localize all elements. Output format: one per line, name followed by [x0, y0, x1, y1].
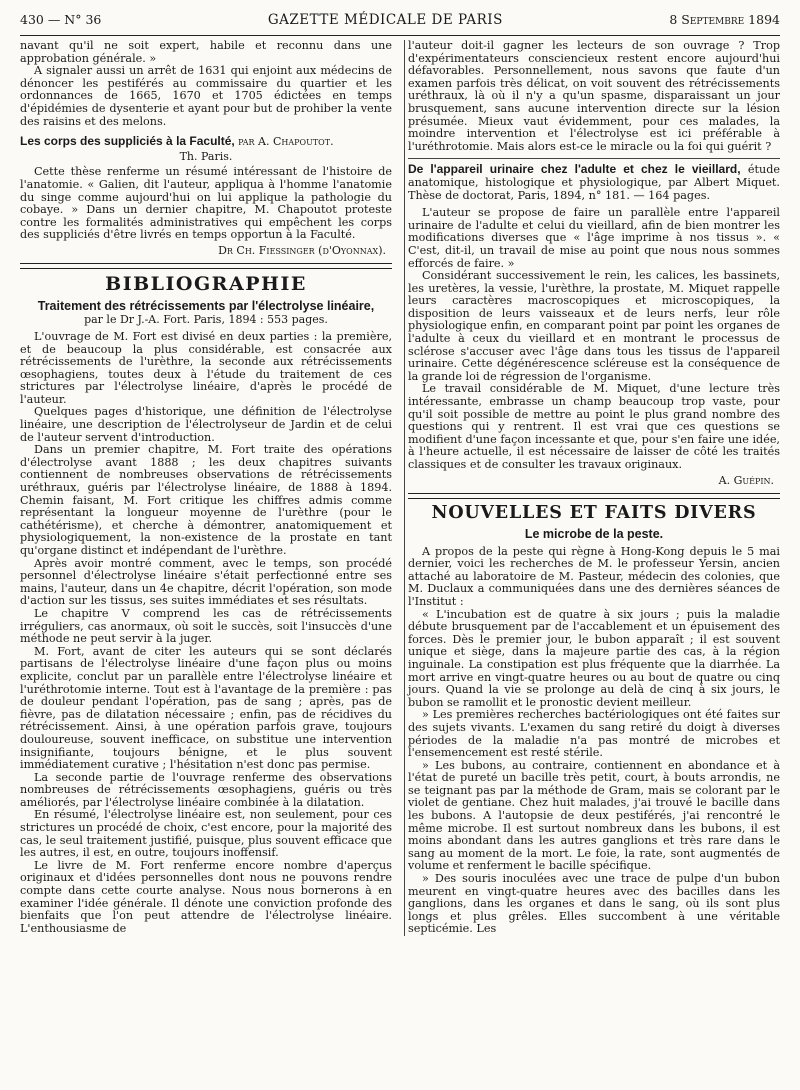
- paragraph: L'auteur se propose de faire un parallèle entre l'appareil urinaire de l'adulte et celui du vieillard, afin de bien montrer les modifications diverses que « l'âge imprime à nos tissus ». « C'est, dit-il, un travail de mise au point que nous nous sommes efforcés de faire. »: [408, 206, 780, 270]
- paragraph: l'auteur doit-il gagner les lecteurs de son ouvrage ? Trop d'expérimentateurs consciencieux restent encore aujourd'hui défavorables. Personnellement, nous savons que faute d'un examen parfois très délicat, on voit souvent des rétrécissements uréthraux, là où il n'y a qu'un spasme, disparaissant un jour brusquement, sans aucune intervention directe sur la lésion présumée. Mieux vaut évidemment, pour ces malades, la moindre intervention et l'électrolyse est ici préférable à l'uréthrotomie. Mais alors est-ce le miracle ou la foi qui guérit ?: [408, 39, 780, 153]
- review-description: étude anatomique, histologique et physiologique, par Albert Miquet. Thèse de doctorat, Paris, 1894, n° 181. — 164 pages.: [408, 163, 781, 202]
- paragraph: La seconde partie de l'ouvrage renferme des observations nombreuses de rétrécissements œsophagiens, guéris ou très améliorés, par l'électrolyse linéaire combinée à la dilatation.: [20, 770, 392, 809]
- paragraph: » Les premières recherches bactériologiques ont été faites sur des sujets vivants. L'examen du sang retiré du doigt à diverses périodes de la maladie n'a pas montré de microbes et l'ensemencement est resté stérile.: [408, 708, 780, 760]
- paragraph: M. Fort, avant de citer les auteurs qui se sont déclarés partisans de l'électrolyse linéaire d'une façon plus ou moins explicite, conclut par un parallèle entre l'électrolyse linéaire et l'uréthrotomie interne. Tout est à l'avantage de la première : pas de douleur pendant l'opération, pas de sang ; après, pas de fièvre, pas de dilatation nécessaire ; enfin, pas de récidives du rétrécissement. Ainsi, à une opération parfois grave, toujours douloureuse, souvent inefficace, on substitue une intervention insignifiante, toujours bénigne, et le plus souvent immédiatement curative ; l'hésitation n'est donc pas permise.: [20, 644, 392, 772]
- issue-date: 8 Septembre 1894: [669, 12, 780, 27]
- paragraph: Quelques pages d'historique, une définition de l'électrolyse linéaire, une description de l'électrolyseur de Jardin et de celui de l'auteur servent d'introduction.: [20, 405, 392, 444]
- section-heading-nouvelles: NOUVELLES ET FAITS DIVERS: [431, 502, 757, 523]
- paragraph: En résumé, l'électrolyse linéaire est, non seulement, pour ces strictures un procédé de choix, c'est encore, pour la majorité des cas, le seul traitement justifié, puisque, plus souvent efficace que les autres, il est, en outre, toujours inoffensif.: [20, 808, 392, 860]
- news-subheading: Le microbe de la peste.: [524, 526, 664, 541]
- review-rule: [408, 158, 780, 159]
- review-heading-appareil: [408, 163, 780, 202]
- page-header: [20, 12, 780, 36]
- paragraph: « L'incubation est de quatre à six jours ; puis la maladie débute brusquement par de l'accablement et un épuisement des forces. Dès le premier jour, le bubon apparaît ; il est souvent unique et siège, dans la majeure partie des cas, à la région inguinale. La constipation est plus fréquente que la diarrhée. La mort arrive en vingt-quatre heures ou au bout de quatre ou cinq jours. Quand la vie se prolonge au delà de cinq à six jours, le bubon se ramollit et le pronostic devient meilleur.: [408, 607, 780, 709]
- paragraph: L'ouvrage de M. Fort est divisé en deux parties : la première, et de beaucoup la plus considérable, est consacrée aux rétrécissements de l'urèthre, la seconde aux rétrécissements œsophagiens, toutes deux à l'étude du traitement de ces strictures par l'électrolyse linéaire, d'après le procédé de l'auteur.: [20, 329, 392, 406]
- left-column: [20, 40, 392, 936]
- paragraph: Après avoir montré comment, avec le temps, son procédé personnel d'électrolyse linéaire s'était perfectionné entre ses mains, l'auteur, dans un 4e chapitre, décrit l'opération, son mode d'action sur les tissus, ses suites immédiates et ses résultats.: [20, 556, 392, 608]
- book-title: Traitement des rétrécissements par l'électrolyse linéaire,: [37, 298, 375, 313]
- review-place: Th. Paris.: [179, 149, 233, 163]
- review-title: De l'appareil urinaire chez l'adulte et chez le vieillard,: [408, 162, 741, 177]
- right-column: [408, 40, 780, 936]
- paragraph: Cette thèse renferme un résumé intéressant de l'histoire de l'anatomie. « Galien, dit l'auteur, appliqua à l'homme l'anatomie du singe comme aujourd'hui on lui applique la pathologie du cobaye. » Dans un dernier chapitre, M. Chapoutot proteste contre les formalités administratives qui empêchent les corps des suppliciés d'être livrés en temps opportun à la Faculté.: [20, 165, 392, 242]
- paragraph: » Des souris inoculées avec une trace de pulpe d'un bubon meurent en vingt-quatre heures avec des bacilles dans les ganglions, dans les organes et dans le sang, où ils sont plus longs et plus grêles. Elles succombent à une véritable septicémie. Les: [408, 872, 780, 936]
- columns: [20, 40, 780, 936]
- section-heading-bibliographie: BIBLIOGRAPHIE: [105, 272, 307, 295]
- review-title: Les corps des suppliciés à la Faculté,: [20, 134, 235, 149]
- review-heading-corps: [20, 134, 392, 149]
- paragraph: Dans un premier chapitre, M. Fort traite des opérations d'électrolyse avant 1888 ; les deux chapitres suivants contiennent de nombreuses observations de rétrécissements uréthraux, guéris par l'électrolyse linéaire, de 1888 à 1894. Chemin faisant, M. Fort critique les chiffres admis comme représentant la longueur moyenne de l'urèthre (pour le cathétérisme), et cherche à démontrer, anatomiquement et physiologiquement, la non-existence de la prostate en tant qu'organe distinct et indépendant de l'urèthre.: [20, 443, 392, 557]
- paragraph: Le livre de M. Fort renferme encore nombre d'aperçus originaux et d'idées personnelles dont nous ne pouvons rendre compte dans cette courte analyse. Nous nous bornerons à en examiner l'idée générale. Il dénote une conviction profonde des bienfaits que l'on peut attendre de l'électrolyse linéaire. L'enthousiasme de: [20, 858, 392, 935]
- paragraph: Le travail considérable de M. Miquet, d'une lecture très intéressante, embrasse un champ beaucoup trop vaste, pour qu'il soit possible de mettre au point le plus grand nombre des questions qui y rentrent. Il est vrai que ces questions se modifient d'une façon incessante et que, pour s'en faire une idée, à l'heure actuelle, il est nécessaire de laisser de côté les traités classiques et de consulter les travaux originaux.: [408, 382, 780, 471]
- paragraph: » Les bubons, au contraire, contiennent en abondance et à l'état de pureté un bacille très petit, court, à bouts arrondis, ne se teignant pas par la méthode de Gram, mais se colorant par le violet de gentiane. Chez huit malades, j'ai trouvé le bacille dans les bubons. A l'autopsie de deux pestiférés, j'ai rencontré le même microbe. Il est surtout nombreux dans les bubons, il est moins abondant dans les autres ganglions et très rare dans le sang au moment de la mort. Le foie, la rate, sont augmentés de volume et renferment le bacille spécifique.: [408, 758, 780, 873]
- page-number: 430 — N° 36: [20, 12, 102, 27]
- paragraph: navant qu'il ne soit expert, habile et reconnu dans une approbation générale. »: [20, 39, 392, 65]
- paragraph: A propos de la peste qui règne à Hong-Kong depuis le 5 mai dernier, voici les recherches de M. le professeur Yersin, ancien attaché au laboratoire de M. Pasteur, médecin des colonies, que M. Duclaux a communiquées dans une des dernières séances de l'Institut :: [408, 544, 780, 608]
- review-author: par A. Chapoutot.: [238, 135, 334, 149]
- paragraph: Le chapitre V comprend les cas de rétrécissements irréguliers, cas anormaux, où soit le succès, soit l'insuccès d'une méthode ne peut servir à la juger.: [20, 606, 392, 646]
- journal-title: GAZETTE MÉDICALE DE PARIS: [267, 12, 503, 28]
- signature: Dr Ch. Fiessinger (d'Oyonnax).: [218, 243, 386, 257]
- paragraph: A signaler aussi un arrêt de 1631 qui enjoint aux médecins de dénoncer les pestiférés au commissaire du quartier et les ordonnances de 1665, 1670 et 1705 édictées en temps d'épidémies de dysenterie et ayant pour but de prohiber la vente des raisins et des melons.: [20, 64, 392, 128]
- section-rule: [408, 493, 780, 499]
- book-meta: par le Dr J.-A. Fort. Paris, 1894 : 553 pages.: [84, 312, 328, 326]
- signature: A. Guépin.: [718, 473, 774, 487]
- column-divider: [404, 40, 405, 936]
- paragraph: Considérant successivement le rein, les calices, les bassinets, les uretères, la vessie, l'urèthre, la prostate, M. Miquet rappelle leurs caractères macroscopiques et microscopiques, la disposition de leurs vaisseaux et de leurs nerfs, leur rôle physiologique enfin, en comparant point par point les organes de l'adulte à ceux du vieillard et en montrant le processus de sclérose s'accuser avec l'âge dans tous les tissus de l'appareil urinaire. Cette dégénérescence scléreuse est la conséquence de la grande loi de régression de l'organisme.: [408, 269, 780, 383]
- section-rule: [20, 263, 392, 269]
